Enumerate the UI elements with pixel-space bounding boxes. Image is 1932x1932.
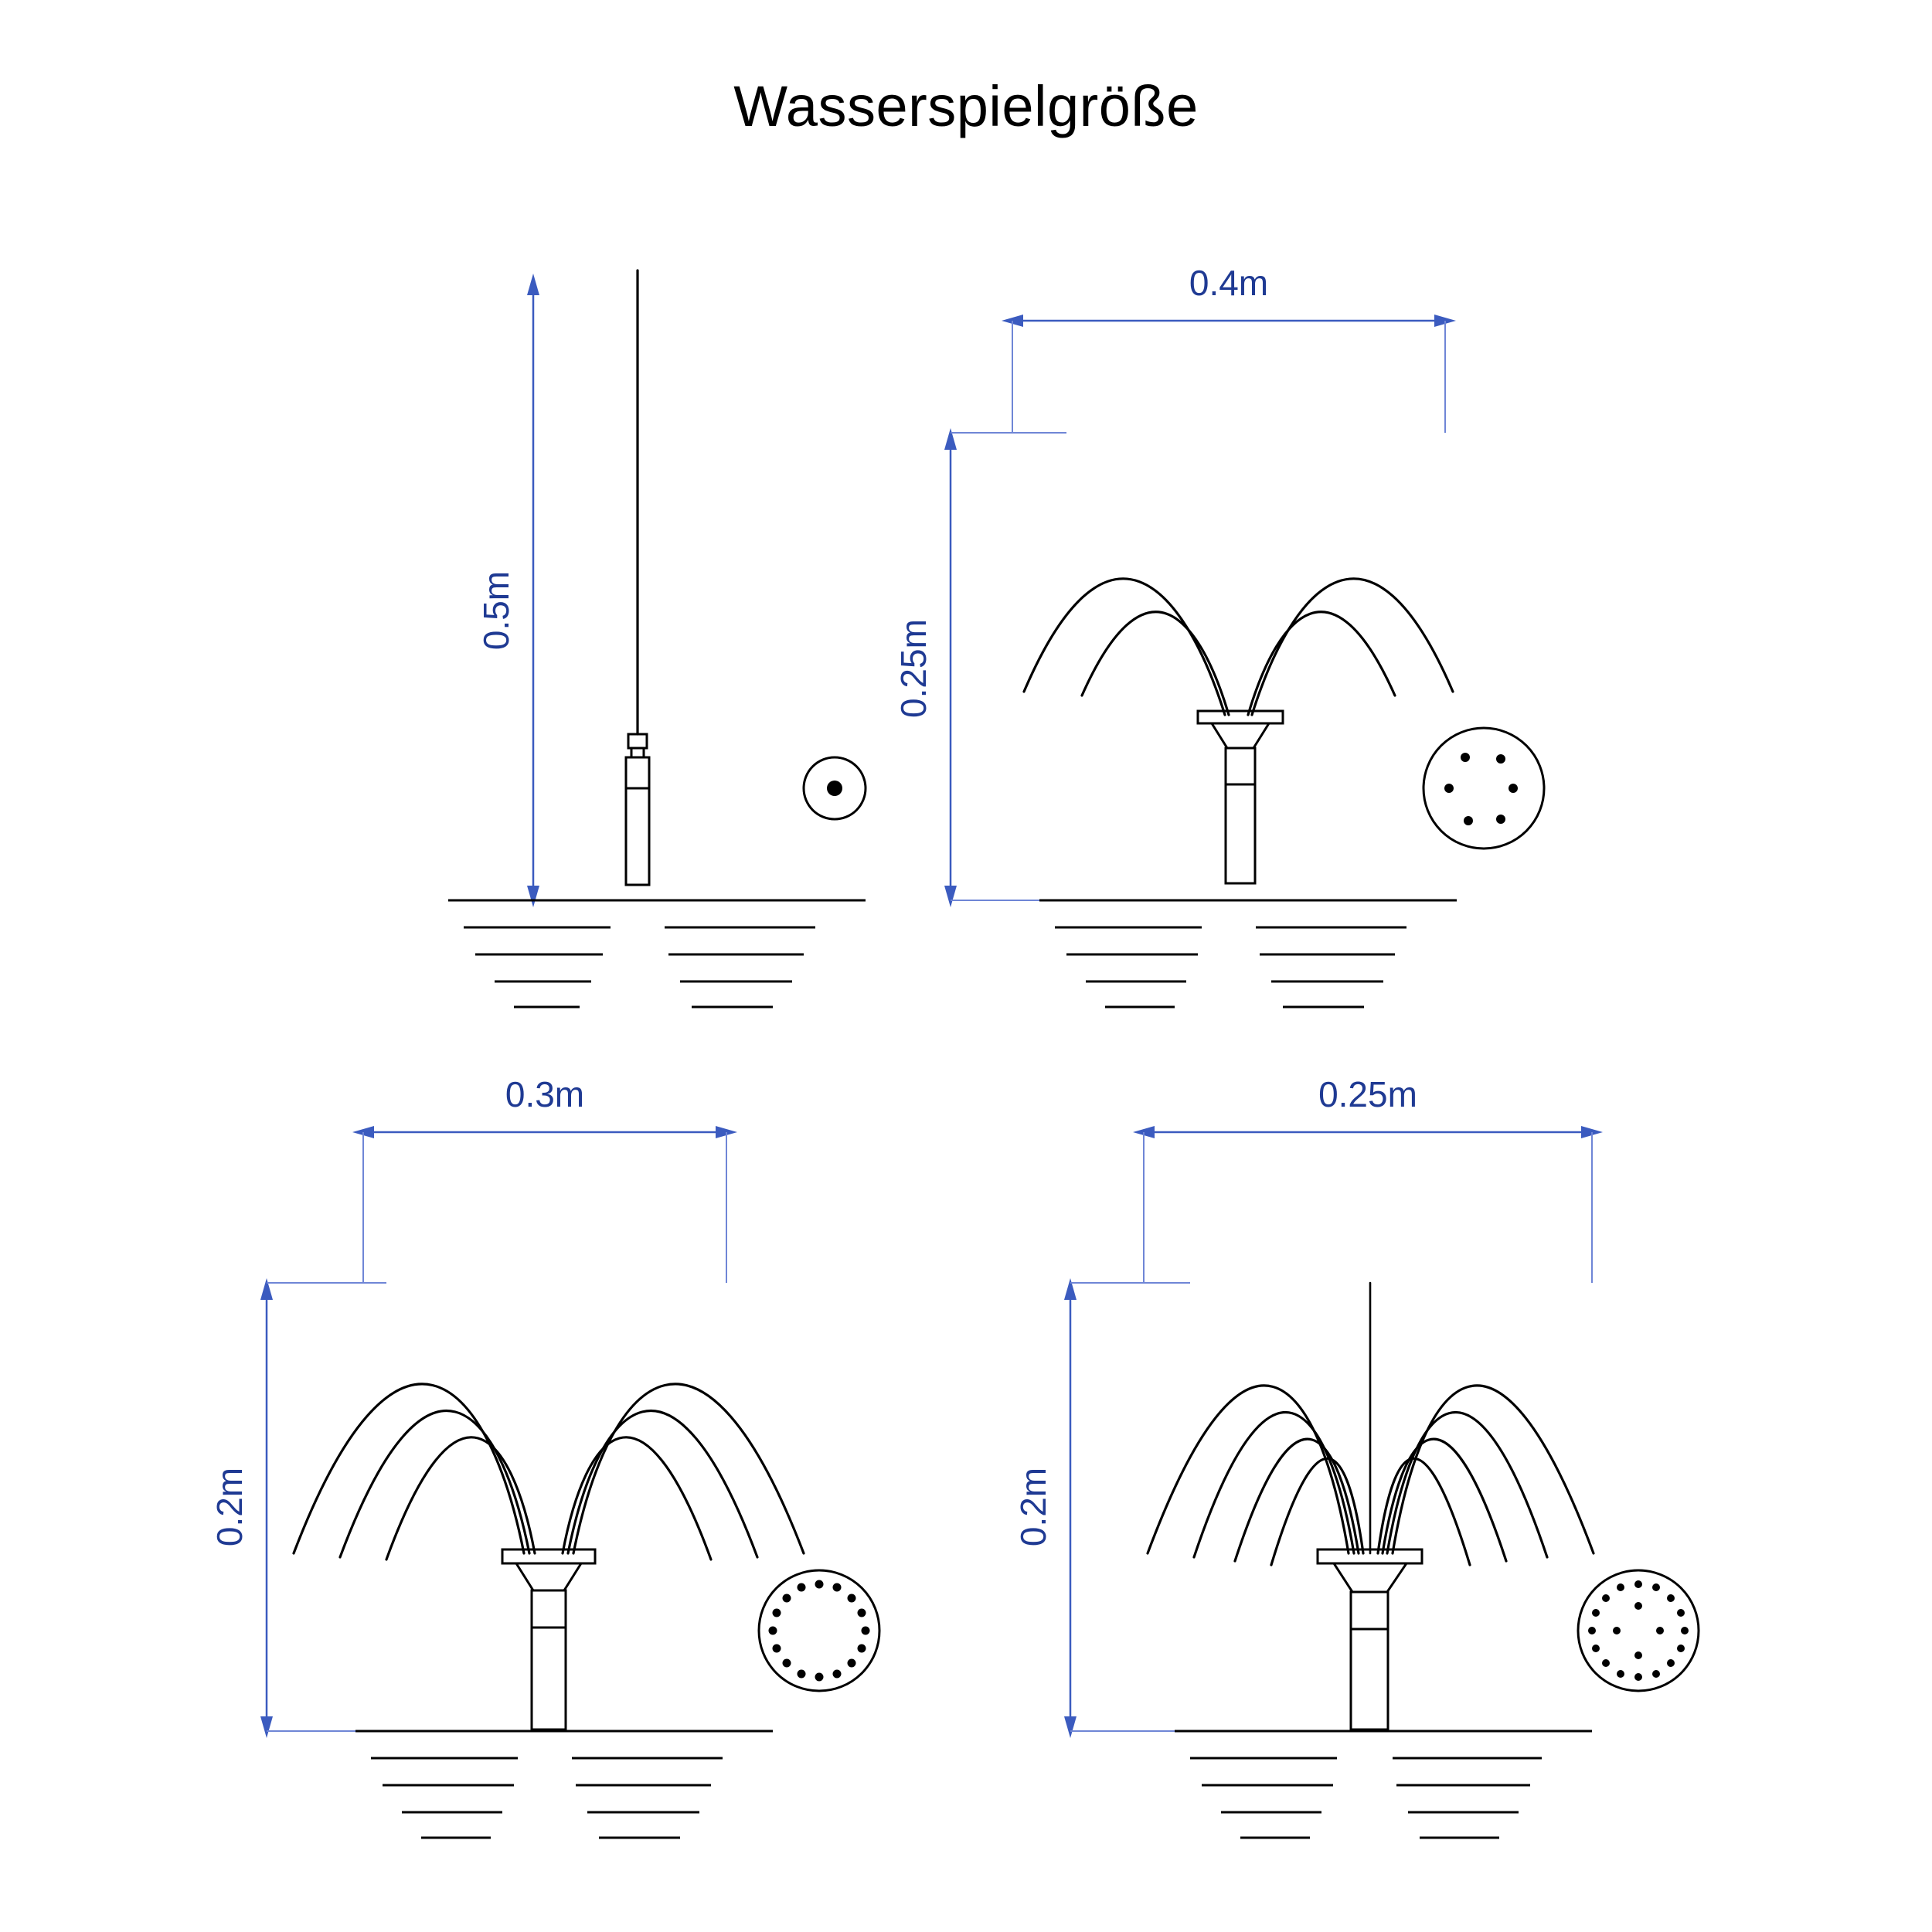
height-dimension-1 <box>527 274 649 907</box>
water-surface-2 <box>1039 900 1457 1007</box>
nozzle-body-3 <box>502 1549 595 1730</box>
water-surface-4 <box>1175 1731 1592 1838</box>
water-surface-3 <box>355 1731 773 1838</box>
height-label-2: 0.25m <box>893 619 934 718</box>
width-dimension-3 <box>352 1126 737 1283</box>
width-label-2: 0.4m <box>1189 263 1269 303</box>
nozzle-face-4 <box>1578 1570 1699 1691</box>
height-dimension-3 <box>260 1278 390 1738</box>
panel-six-arch <box>178 1059 951 1893</box>
nozzle-face-3 <box>759 1570 879 1691</box>
panel-1-drawing <box>371 247 958 1020</box>
width-dimension-4 <box>1133 1126 1603 1283</box>
height-dimension-2 <box>944 428 1074 907</box>
nozzle-body-4 <box>1318 1549 1422 1730</box>
height-label-4: 0.2m <box>1013 1467 1053 1547</box>
panel-4-drawing <box>997 1059 1770 1893</box>
height-label-1: 0.5m <box>476 570 516 651</box>
nozzle-body-2 <box>1198 711 1283 883</box>
nozzle-face-1 <box>804 757 866 819</box>
width-dimension-2 <box>1002 315 1456 433</box>
height-label-3: 0.2m <box>209 1467 250 1547</box>
width-label-4: 0.25m <box>1318 1074 1417 1114</box>
water-jets-2 <box>1024 579 1453 715</box>
nozzle-body-1 <box>626 734 649 885</box>
width-label-3: 0.3m <box>505 1074 585 1114</box>
water-surface-1 <box>448 900 866 1007</box>
panel-single-jet <box>371 247 958 1020</box>
nozzle-face-2 <box>1423 728 1544 849</box>
panel-two-arch <box>873 247 1607 1020</box>
page-title: Wasserspielgröße <box>733 74 1199 138</box>
height-dimension-4 <box>1064 1278 1194 1738</box>
panel-2-drawing <box>873 247 1607 1020</box>
water-jets-3 <box>294 1384 804 1560</box>
panel-3-drawing <box>178 1059 951 1893</box>
panel-volcano <box>997 1059 1770 1893</box>
